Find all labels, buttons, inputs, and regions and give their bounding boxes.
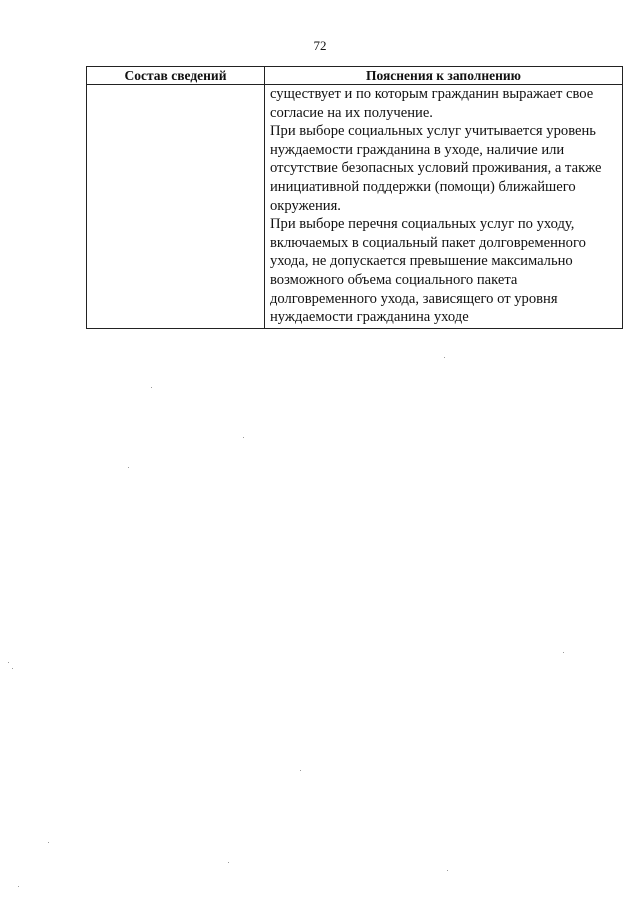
scan-speck: [300, 770, 301, 771]
scan-speck: [444, 357, 445, 358]
explanation-cell: [265, 85, 623, 329]
column-header-explanations: Пояснения к заполнению: [265, 67, 623, 85]
scan-speck: [243, 437, 244, 438]
scan-speck: [18, 886, 19, 887]
explanation-paragraph-1: существует и по которым гражданин выражает свое согласие на их получение.: [270, 86, 594, 121]
scan-speck: [8, 662, 9, 663]
explanation-paragraph-2: При выборе социальных услуг учитывается уровень нуждаемости гражданина в уходе, наличие или отсутствие безопасных условий проживания, а также инициативной поддержки (помощи) ближайшего окружения.: [270, 123, 602, 214]
page-number: 72: [313, 38, 327, 53]
scan-speck: [12, 668, 13, 669]
scan-speck: [151, 387, 152, 388]
table-header-row: [87, 67, 623, 85]
explanations-table: [86, 66, 623, 329]
column-header-composition: Состав сведений: [87, 67, 265, 85]
explanation-paragraph-3: При выборе перечня социальных услуг по уходу, включаемых в социальный пакет долговременного ухода, не допускается превышение максимально возможного объема социального пакета долговременного ухода, зависящего от уровня нуждаемости гражданина уходе: [270, 216, 586, 326]
scan-speck: [48, 842, 49, 843]
scan-speck: [228, 862, 229, 863]
scan-speck: [563, 652, 564, 653]
scan-speck: [128, 467, 129, 468]
table-row: [87, 85, 623, 329]
scan-speck: [447, 870, 448, 871]
composition-cell: [87, 85, 265, 329]
